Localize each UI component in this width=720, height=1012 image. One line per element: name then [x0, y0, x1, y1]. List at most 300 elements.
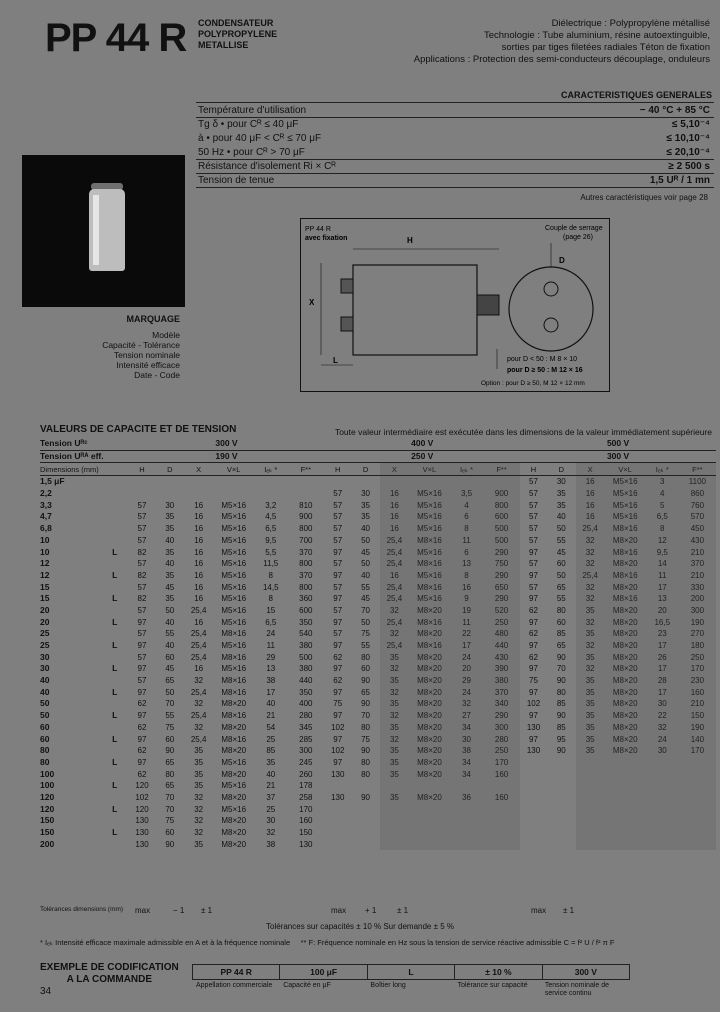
table-cell: 160 [679, 686, 716, 698]
exemple-title-1: EXEMPLE DE CODIFICATION [40, 962, 179, 973]
table-cell: 57 [529, 535, 538, 545]
table-cell [605, 780, 646, 792]
table-cell [409, 838, 450, 850]
table-cell: 370 [299, 547, 313, 557]
table-cell: 32 [266, 828, 276, 838]
table-cell: 25,4 [380, 558, 409, 570]
table-cell [646, 827, 679, 839]
table-cell: 17 [646, 640, 679, 652]
table-cell: M8×16 [605, 546, 646, 558]
capacitance-cell: 150 [40, 815, 55, 826]
table-cell: 57 [137, 629, 147, 639]
table-cell: 35 [576, 710, 605, 722]
table-cell: 57 [137, 582, 147, 592]
table-cell [213, 476, 254, 488]
table-cell: M8×16 [221, 652, 247, 662]
table-cell: 16 [194, 582, 204, 592]
table-cell: 32 [576, 535, 605, 547]
table-cell: M8×20 [409, 675, 450, 687]
table-cell [605, 815, 646, 827]
table-cell: 810 [299, 500, 313, 510]
table-cell: 35 [194, 757, 204, 767]
table-cell: 6,5 [646, 511, 679, 523]
long-case-cell [112, 722, 128, 734]
table-cell: 1100 [679, 476, 716, 488]
table-cell: 25,4 [190, 734, 207, 744]
table-cell: 60 [165, 734, 175, 744]
table-cell: 20 [646, 605, 679, 617]
footnote-freq: ** F: Fréquence nominale en Hz sous la tension de service réactive admissible C = f² U / f² π F [300, 938, 615, 947]
table-cell: 25,4 [576, 523, 605, 535]
table-cell: M8×20 [221, 722, 247, 732]
col-vl: V×L [409, 463, 450, 476]
table-cell: 35 [165, 594, 175, 604]
tension-urc-row [40, 438, 716, 450]
table-row [40, 815, 716, 827]
table-cell: 65 [361, 687, 371, 697]
table-cell [605, 838, 646, 850]
table-cell: 250 [679, 651, 716, 663]
table-cell: M8×20 [409, 792, 450, 804]
table-cell [605, 827, 646, 839]
table-cell: 120 [135, 781, 149, 791]
table-row [40, 640, 716, 652]
table-cell: 97 [333, 664, 343, 674]
table-cell: 75 [165, 816, 175, 826]
table-cell: M5×16 [221, 524, 247, 534]
table-row [40, 838, 716, 850]
table-cell [380, 803, 409, 815]
table-cell: 32 [194, 792, 204, 802]
table-cell [576, 803, 605, 815]
table-cell: 19 [450, 605, 483, 617]
table-cell: 700 [299, 535, 313, 545]
code-capacite: 100 μF [280, 965, 367, 979]
header-description [414, 18, 710, 66]
tol-300-x: ± 1 [201, 906, 213, 915]
table-cell [450, 476, 483, 488]
table-cell: 80 [556, 687, 566, 697]
capacitance-cell: 80 [40, 756, 50, 767]
table-cell: 25,4 [380, 546, 409, 558]
applications-text: Applications : Protection des semi-conducteurs découplage, onduleurs [413, 54, 710, 65]
dims-label: Dimensions (mm) [40, 463, 129, 476]
capacitance-cell: 20 [40, 616, 50, 627]
table-cell: 35 [576, 605, 605, 617]
table-cell: 32 [380, 733, 409, 745]
capacitance-cell: 50 [40, 710, 50, 721]
table-cell: 40 [165, 535, 175, 545]
table-cell: 21 [266, 711, 276, 721]
table-cell [605, 803, 646, 815]
capacitance-cell: 100 [40, 768, 55, 779]
table-cell: 70 [361, 605, 371, 615]
option-text: Option : pour D ≥ 50, M 12 × 12 mm [481, 380, 585, 387]
table-cell: 170 [679, 663, 716, 675]
table-cell: 16 [576, 488, 605, 500]
col-vl: V×L [605, 463, 646, 476]
capacitance-cell: 15 [40, 581, 50, 592]
table-cell: 57 [333, 559, 343, 569]
long-case-cell [112, 535, 128, 547]
table-cell [380, 476, 409, 488]
table-cell: 24 [646, 733, 679, 745]
table-row [40, 675, 716, 687]
col-f: F** [679, 463, 716, 476]
table-cell: M5×16 [221, 617, 247, 627]
table-row [40, 780, 716, 792]
table-row [40, 570, 716, 582]
table-cell [409, 803, 450, 815]
table-cell: M8×20 [605, 686, 646, 698]
capacitance-cell: 40 [40, 675, 50, 686]
code-label: Appellation commerciale [196, 982, 273, 989]
table-cell: 450 [679, 523, 716, 535]
table-cell: 16 [194, 559, 204, 569]
capacitance-cell: 200 [40, 838, 55, 849]
table-cell: 62 [529, 629, 538, 639]
table-cell: 370 [679, 558, 716, 570]
table-cell: 35 [165, 547, 175, 557]
table-cell: 390 [483, 663, 520, 675]
table-cell: 55 [165, 629, 175, 639]
table-cell: 97 [137, 664, 147, 674]
table-cell: 8 [268, 594, 273, 604]
long-case-cell: L [112, 710, 118, 721]
table-cell: 75 [361, 629, 371, 639]
carac-value: 1,5 Uᴿ / 1 mn [649, 175, 710, 186]
table-cell: 85 [556, 722, 566, 732]
capacitance-cell: 12 [40, 558, 50, 569]
table-cell: 97 [529, 711, 538, 721]
table-cell: 285 [299, 734, 313, 744]
table-cell: 24 [450, 686, 483, 698]
table-cell [520, 780, 547, 792]
long-case-cell: L [112, 640, 118, 651]
table-cell: M8×20 [221, 792, 247, 802]
table-cell: 300 [299, 746, 313, 756]
table-cell: 178 [299, 781, 313, 791]
table-cell: M8×20 [221, 699, 247, 709]
table-cell: 57 [333, 535, 343, 545]
table-cell [547, 838, 576, 850]
tol-400-max: max [331, 906, 347, 915]
table-cell: M8×20 [409, 628, 450, 640]
footnotes [40, 938, 614, 947]
tension-eff-label: Tension Uᴿᴬ eff. [40, 450, 129, 463]
table-cell [324, 838, 351, 850]
table-cell: 245 [299, 757, 313, 767]
table-cell: M8×16 [605, 593, 646, 605]
table-cell: M8×20 [605, 745, 646, 757]
table-cell: M8×20 [605, 628, 646, 640]
col-h: H [324, 463, 351, 476]
table-cell: 65 [165, 757, 175, 767]
table-cell: M8×20 [409, 651, 450, 663]
table-cell: 97 [333, 641, 343, 651]
table-cell: M8×20 [409, 698, 450, 710]
long-case-cell: L [112, 803, 118, 814]
table-cell: 80 [361, 769, 371, 779]
table-row [40, 698, 716, 710]
col-d: D [351, 463, 380, 476]
table-cell: 290 [483, 710, 520, 722]
table-cell [324, 476, 351, 488]
table-cell: M5×16 [221, 512, 247, 522]
table-cell: 97 [529, 617, 538, 627]
table-cell: 8 [646, 523, 679, 535]
carac-value: ≤ 10,10⁻⁴ [666, 133, 710, 144]
code-label: Tension nominale de service continu [544, 982, 610, 997]
technologie-text: Technologie : Tube aluminium, résine autoextinguible, [483, 30, 710, 41]
table-cell [646, 768, 679, 780]
table-cell: M8×20 [605, 581, 646, 593]
table-cell: 9,5 [265, 535, 277, 545]
table-cell: 97 [333, 570, 343, 580]
table-cell [646, 780, 679, 792]
table-cell: 45 [361, 547, 371, 557]
table-cell: 34 [450, 757, 483, 769]
table-cell: 25,4 [576, 570, 605, 582]
table-cell: 40 [556, 512, 566, 522]
table-cell: 30 [646, 698, 679, 710]
table-cell: 13 [266, 664, 276, 674]
table-cell: 5,5 [265, 547, 277, 557]
table-cell: M5×16 [605, 488, 646, 500]
table-cell: 25,4 [380, 593, 409, 605]
long-case-cell: L [112, 546, 118, 557]
table-cell: 16 [194, 570, 204, 580]
table-cell: 360 [299, 594, 313, 604]
table-cell: 35 [380, 745, 409, 757]
table-cell: M8×20 [605, 605, 646, 617]
carac-value: ≤ 5,10⁻⁴ [672, 119, 710, 130]
table-cell [450, 815, 483, 827]
table-cell: 130 [331, 769, 345, 779]
carac-value: ≤ 20,10⁻⁴ [666, 147, 710, 158]
table-cell: 32 [576, 546, 605, 558]
table-cell [254, 476, 287, 488]
capacitance-cell: 12 [40, 569, 50, 580]
table-cell: M8×20 [605, 675, 646, 687]
table-cell [576, 792, 605, 804]
table-cell: 17 [646, 663, 679, 675]
table-cell: M8×20 [221, 746, 247, 756]
table-cell [409, 780, 450, 792]
table-cell: 54 [266, 722, 276, 732]
long-case-cell [112, 581, 128, 593]
table-cell: 400 [299, 699, 313, 709]
table-cell: 25,4 [190, 629, 207, 639]
table-cell: 80 [361, 652, 371, 662]
table-cell: 97 [529, 570, 538, 580]
table-cell [576, 757, 605, 769]
table-cell: 32 [194, 828, 204, 838]
table-row [40, 499, 716, 511]
capacitance-cell: 80 [40, 745, 50, 756]
table-cell: M8×20 [605, 733, 646, 745]
table-cell: 16 [194, 535, 204, 545]
dielectrique-text: Diélectrique : Polypropylène métallisé [551, 18, 710, 29]
table-cell: 70 [165, 804, 175, 814]
table-cell: 29 [266, 652, 276, 662]
table-cell: 97 [529, 687, 538, 697]
table-cell: 35 [361, 500, 371, 510]
table-cell: 150 [299, 828, 313, 838]
capacitance-cell: 50 [40, 698, 50, 709]
table-cell [380, 815, 409, 827]
table-cell: 330 [679, 581, 716, 593]
table-cell: 102 [526, 699, 541, 709]
table-row [40, 757, 716, 769]
capacitor-body [89, 189, 125, 271]
table-cell: 85 [556, 629, 566, 639]
table-cell [576, 815, 605, 827]
capacitance-cell: 2,2 [40, 488, 52, 499]
table-cell: 160 [483, 768, 520, 780]
table-cell: M5×16 [221, 559, 247, 569]
table-cell: 35 [194, 746, 204, 756]
table-cell [547, 803, 576, 815]
capacitance-cell: 6,8 [40, 523, 52, 534]
carac-value: − 40 °C + 85 °C [639, 105, 710, 116]
couple-label: Couple de serrage [545, 225, 603, 232]
table-cell: 40 [165, 559, 175, 569]
table-cell: 57 [333, 582, 343, 592]
table-cell: 97 [529, 664, 538, 674]
table-cell: M5×16 [221, 582, 247, 592]
table-cell: 12 [646, 535, 679, 547]
table-cell: 55 [361, 582, 371, 592]
table-cell: 90 [556, 652, 566, 662]
long-case-cell: L [112, 827, 118, 838]
table-cell: M8×16 [221, 711, 247, 721]
table-cell: 90 [556, 711, 566, 721]
table-cell: 16 [380, 488, 409, 500]
table-cell: 35 [576, 675, 605, 687]
long-case-cell [112, 523, 128, 535]
table-cell: 40 [266, 699, 276, 709]
table-cell: 16 [194, 594, 204, 604]
table-cell: 97 [137, 734, 147, 744]
table-cell: 290 [483, 570, 520, 582]
table-cell: M8×20 [605, 640, 646, 652]
table-cell: M5×16 [605, 499, 646, 511]
table-cell [605, 792, 646, 804]
table-cell: 57 [137, 512, 147, 522]
table-cell: 50 [556, 570, 566, 580]
col-d: D [547, 463, 576, 476]
carac-row [198, 146, 714, 159]
table-cell: 57 [529, 500, 538, 510]
table-cell: 170 [483, 757, 520, 769]
table-cell: 35 [380, 792, 409, 804]
table-cell: 50 [361, 559, 371, 569]
table-cell: 60 [165, 652, 175, 662]
table-cell: 65 [165, 676, 175, 686]
table-cell: M5×16 [409, 593, 450, 605]
table-cell: 370 [483, 686, 520, 698]
table-cell [679, 757, 716, 769]
table-cell: 32 [194, 699, 204, 709]
table-cell [351, 803, 380, 815]
drawing-svg [301, 219, 609, 391]
table-cell: 75 [333, 699, 343, 709]
table-row [40, 651, 716, 663]
table-cell: M5×16 [221, 547, 247, 557]
table-cell: 16 [194, 547, 204, 557]
table-cell: 16 [380, 511, 409, 523]
table-cell: 35 [576, 733, 605, 745]
table-cell: 270 [679, 628, 716, 640]
table-cell: 35 [380, 698, 409, 710]
table-cell [324, 780, 351, 792]
table-cell: 21 [266, 781, 276, 791]
table-cell: 760 [679, 499, 716, 511]
table-cell: 30 [361, 489, 371, 499]
capacitance-cell: 1,5 μF [40, 476, 65, 487]
table-cell: M8×20 [605, 651, 646, 663]
table-cell: M8×20 [409, 710, 450, 722]
exemple-title-2: A LA COMMANDE [66, 974, 153, 985]
table-cell: 16 [380, 570, 409, 582]
marquage-item: Modèle [152, 330, 180, 340]
table-cell: 130 [299, 839, 313, 849]
table-cell: 35 [194, 769, 204, 779]
table-cell: 62 [333, 652, 343, 662]
long-case-cell: L [112, 780, 118, 791]
table-cell: 32 [576, 581, 605, 593]
table-cell: 50 [165, 687, 175, 697]
table-cell [409, 476, 450, 488]
table-cell: 800 [483, 499, 520, 511]
table-cell: 50 [556, 524, 566, 534]
table-row [40, 535, 716, 547]
carac-row [198, 132, 714, 145]
table-cell: 102 [331, 746, 345, 756]
capacitance-cell: 4,7 [40, 511, 52, 522]
table-cell: 500 [483, 535, 520, 547]
table-cell: 5 [646, 499, 679, 511]
long-case-cell: L [112, 616, 118, 627]
table-cell: M8×20 [409, 605, 450, 617]
table-cell: M8×20 [605, 710, 646, 722]
table-cell: M8×16 [221, 629, 247, 639]
table-cell: 300 [679, 605, 716, 617]
table-cell: 750 [483, 558, 520, 570]
table-cell [351, 476, 380, 488]
table-cell: 62 [137, 699, 147, 709]
table-cell: 350 [299, 687, 313, 697]
table-cell: M8×20 [221, 839, 247, 849]
table-row [40, 476, 716, 488]
table-cell: 85 [556, 699, 566, 709]
code-label: Tolérance sur capacité [457, 982, 528, 989]
table-cell: 180 [679, 640, 716, 652]
table-cell: 62 [529, 605, 538, 615]
table-cell: 800 [299, 559, 313, 569]
table-cell [287, 476, 324, 488]
table-cell: 4 [646, 488, 679, 500]
table-cell: 55 [556, 535, 566, 545]
end-terminal-2 [544, 318, 558, 332]
table-cell: 34 [450, 768, 483, 780]
table-cell: 16 [194, 500, 204, 510]
table-cell [646, 792, 679, 804]
table-cell: M5×16 [221, 641, 247, 651]
table-cell: 35 [380, 722, 409, 734]
table-cell [520, 792, 547, 804]
